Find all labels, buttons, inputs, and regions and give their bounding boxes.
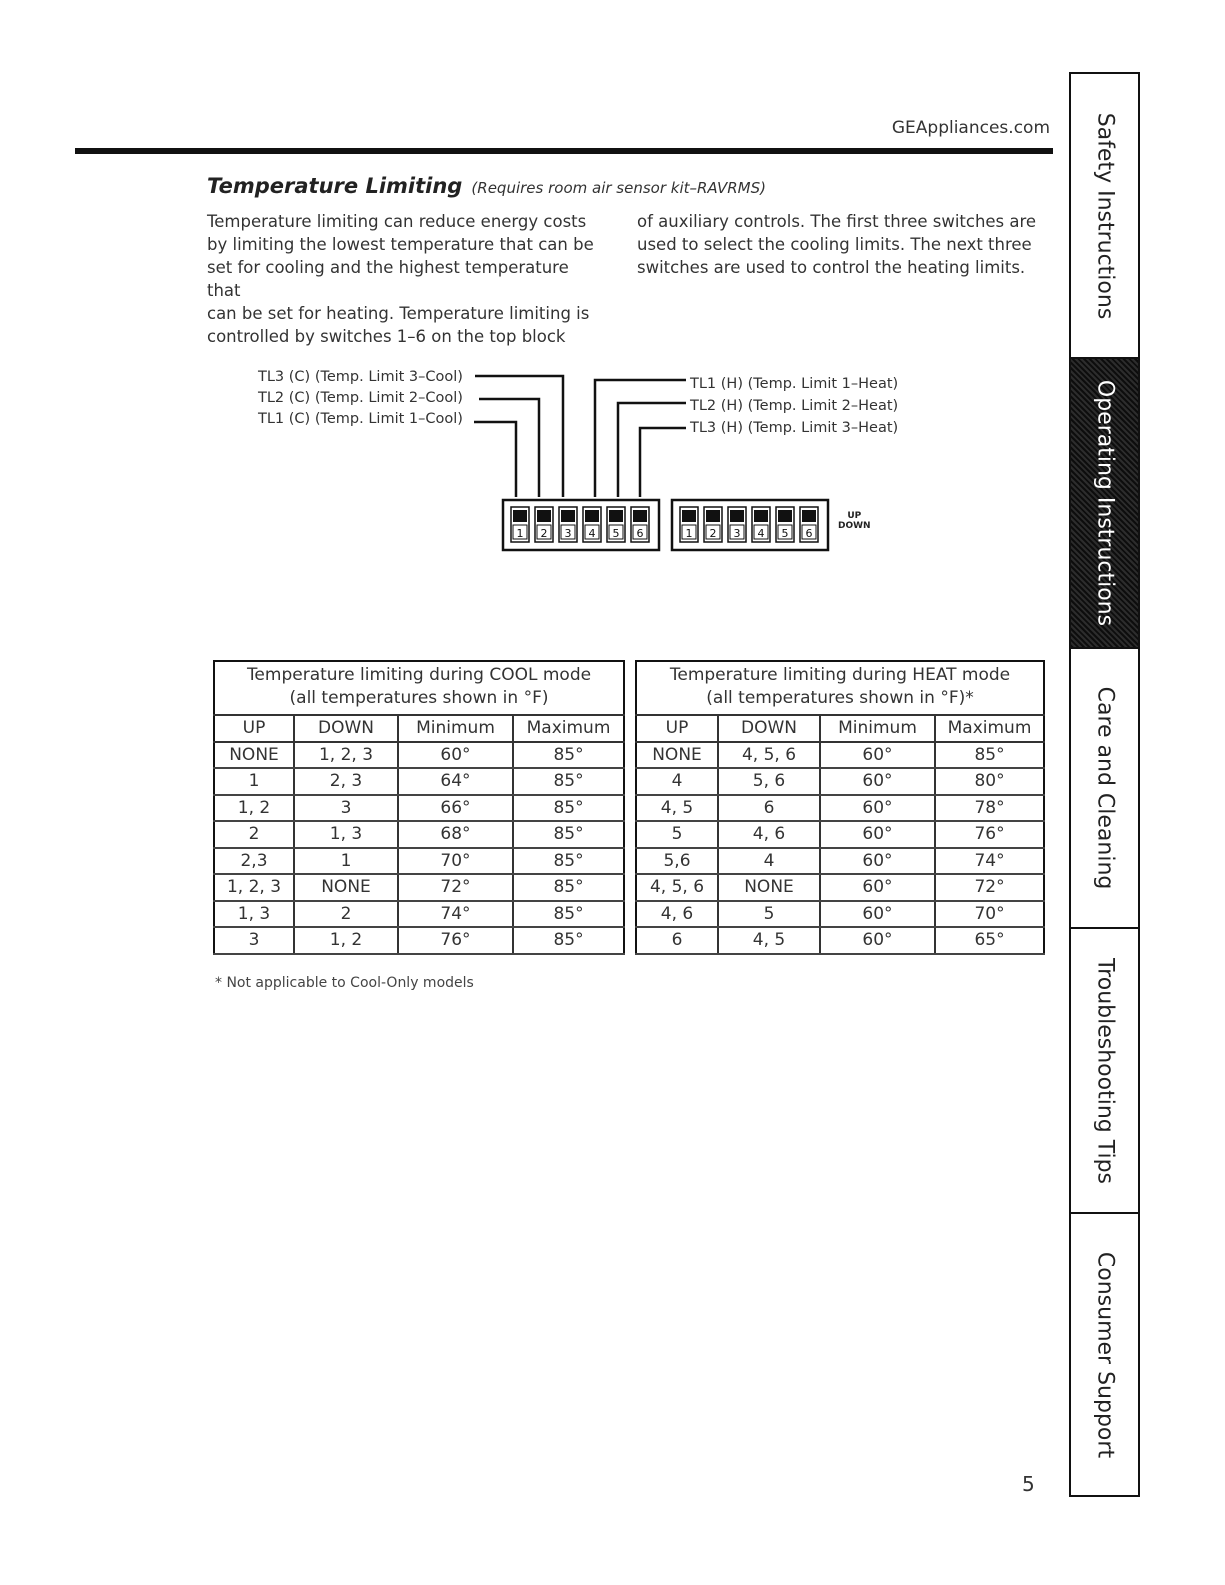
tab-label: Operating Instructions [1092,379,1117,627]
dip-switch [704,507,722,542]
switch-number: 5 [612,527,620,540]
table-cell: 85° [513,768,624,795]
heat-mode-table [635,660,1045,955]
switch-number: 2 [709,527,717,540]
switch-number: 4 [588,527,596,540]
dip-switch [728,507,746,542]
tab-troubleshooting-tips[interactable] [1071,929,1138,1214]
table-cell: 60° [820,927,935,954]
tab-label: Consumer Support [1092,1251,1117,1458]
table-cell: 1 [214,768,294,795]
cool-caption-line2: (all temperatures shown in °F) [289,688,549,708]
dip-switch [535,507,553,542]
table-cell: 60° [820,795,935,822]
table-cell: 4, 5 [636,795,718,822]
column-header: DOWN [718,715,820,742]
table-cell: 60° [820,768,935,795]
table-row [214,821,624,848]
table-cell: 72° [935,874,1044,901]
column-header: Minimum [820,715,935,742]
table-cell: 5 [718,901,820,928]
table-row [214,901,624,928]
table-cell: 1, 3 [214,901,294,928]
table-cell: 1, 3 [294,821,398,848]
table-cell: 85° [513,901,624,928]
column-header: UP [636,715,718,742]
table-cell: 4, 5 [718,927,820,954]
table-cell: 3 [294,795,398,822]
table-cell: 1 [294,848,398,875]
table-cell: NONE [718,874,820,901]
heat-table-caption [636,661,1044,715]
table-cell: 60° [820,874,935,901]
tl2-heat-label: TL2 (H) (Temp. Limit 2–Heat) [690,398,899,414]
table-row [214,927,624,954]
table-cell: 68° [398,821,513,848]
table-row [636,768,1044,795]
tl3-cool-label: TL3 (C) (Temp. Limit 3–Cool) [258,369,463,385]
table-cell: 60° [398,742,513,769]
table-row [214,742,624,769]
table-cell: 85° [513,795,624,822]
column-header: Minimum [398,715,513,742]
table-cell: 85° [513,848,624,875]
up-label: UP [847,511,862,521]
leader-lines [474,376,686,497]
heat-caption-line1: Temperature limiting during HEAT mode [669,665,1011,685]
table-cell: 85° [513,927,624,954]
intro-line: by limiting the lowest temperature that can be [207,235,594,254]
table-row [636,821,1044,848]
table-cell: 64° [398,768,513,795]
table-cell: 1, 2 [214,795,294,822]
heat-header-row [636,715,1044,742]
table-cell: 60° [820,821,935,848]
tab-operating-instructions[interactable] [1071,359,1138,649]
table-cell: 1, 2, 3 [294,742,398,769]
cool-header-row [214,715,624,742]
table-row [636,848,1044,875]
column-header: UP [214,715,294,742]
table-cell: 5 [636,821,718,848]
cool-caption-line1: Temperature limiting during COOL mode [246,665,592,685]
table-cell: 85° [513,742,624,769]
page-number: 5 [1022,1472,1035,1496]
section-subtitle: (Requires room air sensor kit–RAVRMS) [471,179,766,197]
table-cell: 65° [935,927,1044,954]
table-row [214,848,624,875]
dip-legend [838,511,871,531]
intro-line: Temperature limiting can reduce energy costs [207,212,587,231]
table-cell: 70° [398,848,513,875]
table-cell: 5,6 [636,848,718,875]
table-cell: 60° [820,742,935,769]
dip-switch [776,507,794,542]
switch-number: 1 [685,527,693,540]
tab-consumer-support[interactable] [1071,1214,1138,1495]
table-cell: 74° [398,901,513,928]
switch-number: 6 [636,527,644,540]
table-row [214,768,624,795]
switch-number: 6 [805,527,813,540]
dip-switch [752,507,770,542]
table-cell: 2, 3 [294,768,398,795]
table-row [636,742,1044,769]
tl1-cool-label: TL1 (C) (Temp. Limit 1–Cool) [258,411,463,427]
table-cell: 85° [513,874,624,901]
switch-number: 2 [540,527,548,540]
column-header: Maximum [935,715,1044,742]
table-cell: 60° [820,901,935,928]
tab-label: Care and Cleaning [1092,686,1117,890]
table-cell: 78° [935,795,1044,822]
switch-number: 3 [733,527,741,540]
tab-label: Troubleshooting Tips [1092,957,1117,1184]
switch-number: 1 [516,527,524,540]
switch-number: 4 [757,527,765,540]
heat-caption-line2: (all temperatures shown in °F)* [706,688,974,708]
table-cell: 2 [294,901,398,928]
bottom-switch-block [672,500,828,550]
table-cell: 1, 2 [294,927,398,954]
intro-line: switches are used to control the heating limits. [637,258,1026,277]
table-cell: 66° [398,795,513,822]
table-row [636,927,1044,954]
table-cell: 6 [636,927,718,954]
table-cell: 74° [935,848,1044,875]
table-cell: NONE [294,874,398,901]
table-cell: 4, 5, 6 [636,874,718,901]
dip-switch [800,507,818,542]
intro-line: of auxiliary controls. The first three switches are [637,212,1037,231]
intro-line: set for cooling and the highest temperature that [207,258,569,300]
dip-switch [511,507,529,542]
tl2-cool-label: TL2 (C) (Temp. Limit 2–Cool) [258,390,463,406]
table-cell: NONE [636,742,718,769]
table-cell: 4 [636,768,718,795]
table-cell: 1, 2, 3 [214,874,294,901]
footnote: * Not applicable to Cool-Only models [215,975,474,991]
table-cell: 4, 6 [718,821,820,848]
table-cell: 85° [513,821,624,848]
table-cell: 85° [935,742,1044,769]
dip-switch [583,507,601,542]
dip-switch [631,507,649,542]
column-header: Maximum [513,715,624,742]
switch-number: 3 [564,527,572,540]
table-cell: 3 [214,927,294,954]
table-cell: 6 [718,795,820,822]
cool-table-caption [214,661,624,715]
tl3-heat-label: TL3 (H) (Temp. Limit 3–Heat) [690,420,899,436]
table-row [636,901,1044,928]
top-switch-block [503,500,659,550]
table-row [636,874,1044,901]
table-cell: NONE [214,742,294,769]
table-cell: 60° [820,848,935,875]
tab-care-and-cleaning[interactable] [1071,649,1138,929]
intro-line: controlled by switches 1–6 on the top block [207,327,566,346]
section-tabs [1069,72,1140,1497]
table-cell: 80° [935,768,1044,795]
cool-mode-table [213,660,625,955]
table-row [214,795,624,822]
dip-switch [680,507,698,542]
table-cell: 2 [214,821,294,848]
table-row [214,874,624,901]
intro-line: used to select the cooling limits. The next three [637,235,1032,254]
table-cell: 70° [935,901,1044,928]
table-cell: 4, 5, 6 [718,742,820,769]
table-cell: 76° [935,821,1044,848]
table-cell: 5, 6 [718,768,820,795]
site-url: GEAppliances.com [891,118,1050,138]
tl1-heat-label: TL1 (H) (Temp. Limit 1–Heat) [690,376,899,392]
dip-switch [607,507,625,542]
table-row [636,795,1044,822]
switch-diagram [0,0,1225,600]
dip-switch [559,507,577,542]
table-cell: 4 [718,848,820,875]
down-label: DOWN [838,521,871,531]
table-cell: 4, 6 [636,901,718,928]
table-cell: 2,3 [214,848,294,875]
column-header: DOWN [294,715,398,742]
switch-number: 5 [781,527,789,540]
section-title: Temperature Limiting [207,174,463,198]
table-cell: 72° [398,874,513,901]
tab-label: Safety Instructions [1092,112,1117,319]
intro-line: can be set for heating. Temperature limiting is [207,304,590,323]
table-cell: 76° [398,927,513,954]
tab-safety-instructions[interactable] [1071,74,1138,359]
